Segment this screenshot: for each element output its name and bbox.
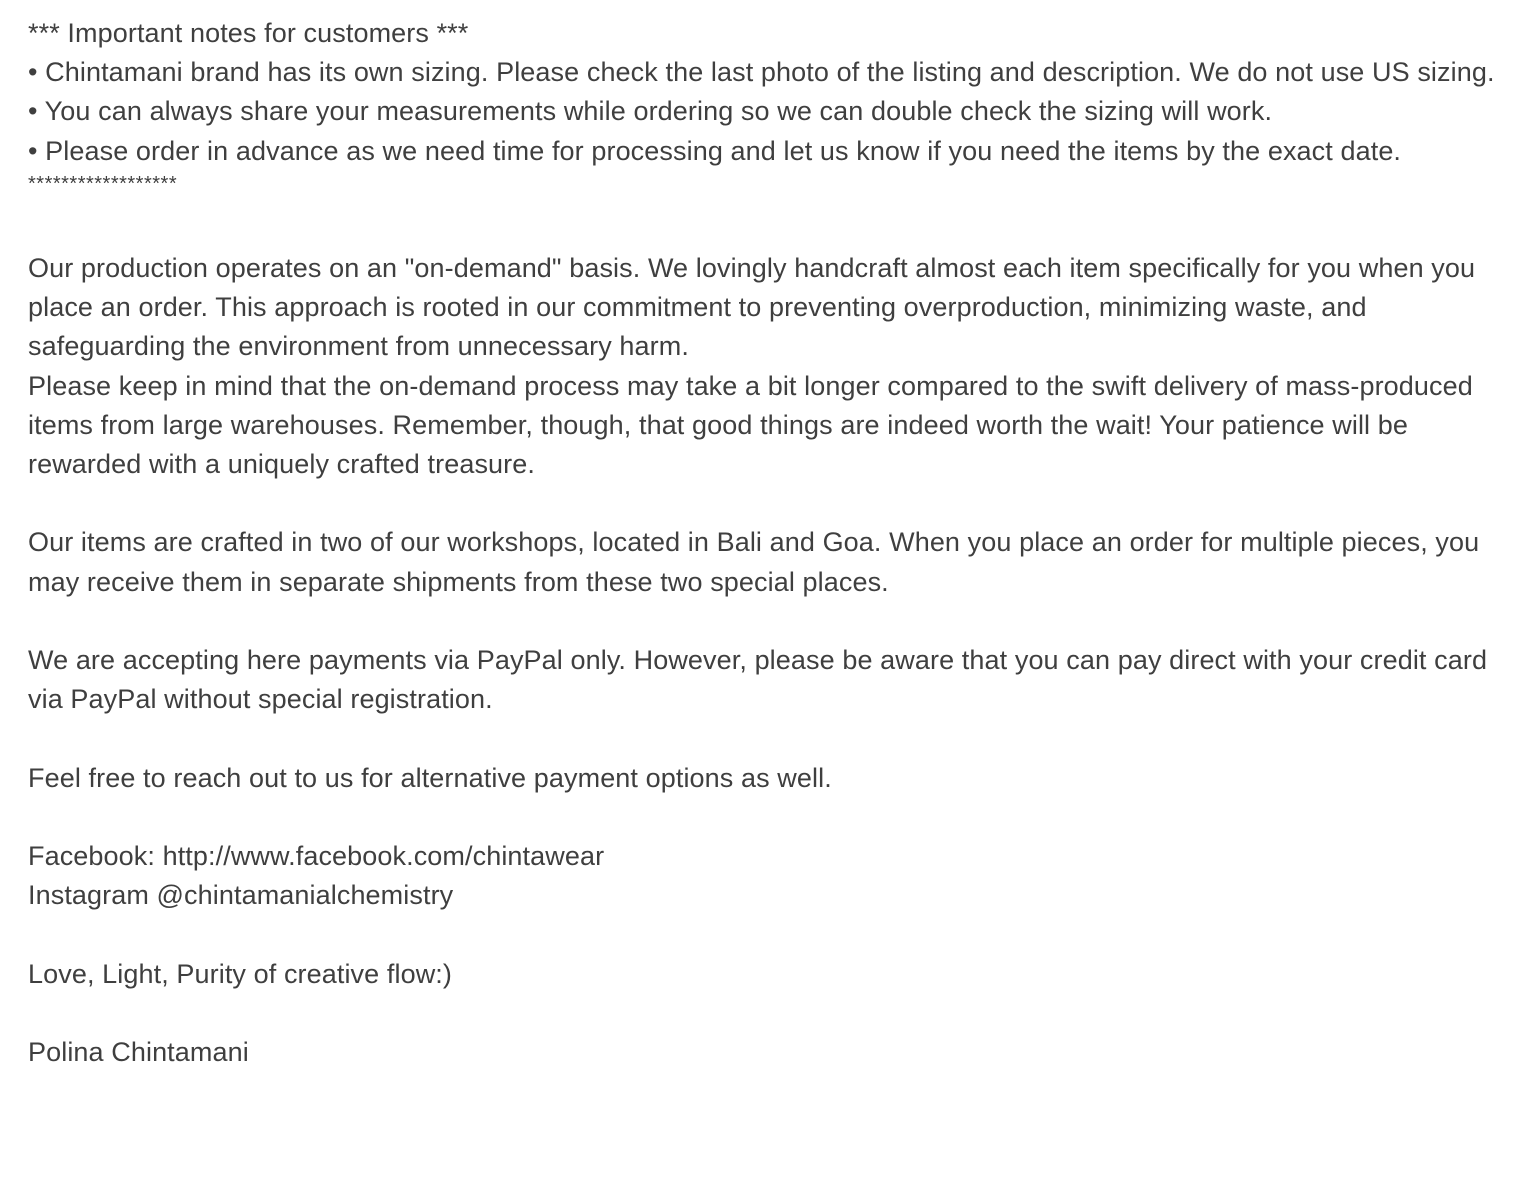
paragraph-gap [28,798,1518,837]
facebook-contact [28,837,1518,876]
paragraph-alternative-payments: Feel free to reach out to us for alternative payment options as well. [28,762,832,793]
paragraph-gap [28,719,1518,758]
note-bullet-sizing: • Chintamani brand has its own sizing. Please check the last photo of the listing and description. We do not use US sizing. [28,57,1495,88]
facebook-link[interactable]: http://www.facebook.com/chintawear [162,840,605,871]
facebook-label: Facebook: [28,840,163,871]
note-bullet-measurements: • You can always share your measurements while ordering so we can double check the sizing will work. [28,96,1273,127]
sign-off: Love, Light, Purity of creative flow:) [28,958,452,989]
signature: Polina Chintamani [28,1036,249,1067]
paragraph-gap [28,210,1518,249]
paragraph-patience: Please keep in mind that the on-demand process may take a bit longer compared to the swift delivery of mass-produced items from large warehouses. Remember, though, that good things are indeed worth the wait! Your patience will be rewarded with a uniquely crafted treasure. [28,370,1481,480]
notes-separator: ****************** [28,172,178,195]
paragraph-gap [28,484,1518,523]
paragraph-gap [28,915,1518,954]
paragraph-production: Our production operates on an "on-demand" basis. We lovingly handcraft almost each item specifically for you when you place an order. This approach is rooted in our commitment to preventing overproduction, minimizing waste, and safeguarding the environment from unnecessary harm. [28,253,1483,362]
shop-description [28,14,1518,1072]
paragraph-payments: We are accepting here payments via PayPal only. However, please be aware that you can pay direct with your credit card via PayPal without special registration. [28,645,1495,715]
instagram-contact: Instagram @chintamanialchemistry [28,880,454,911]
paragraph-gap [28,602,1518,641]
paragraph-gap [28,994,1518,1033]
paragraph-workshops: Our items are crafted in two of our workshops, located in Bali and Goa. When you place an order for multiple pieces, you may receive them in separate shipments from these two special places. [28,527,1487,597]
note-bullet-advance-order: • Please order in advance as we need time for processing and let us know if you need the items by the exact date. [28,135,1402,166]
notes-heading: *** Important notes for customers *** [28,18,469,48]
